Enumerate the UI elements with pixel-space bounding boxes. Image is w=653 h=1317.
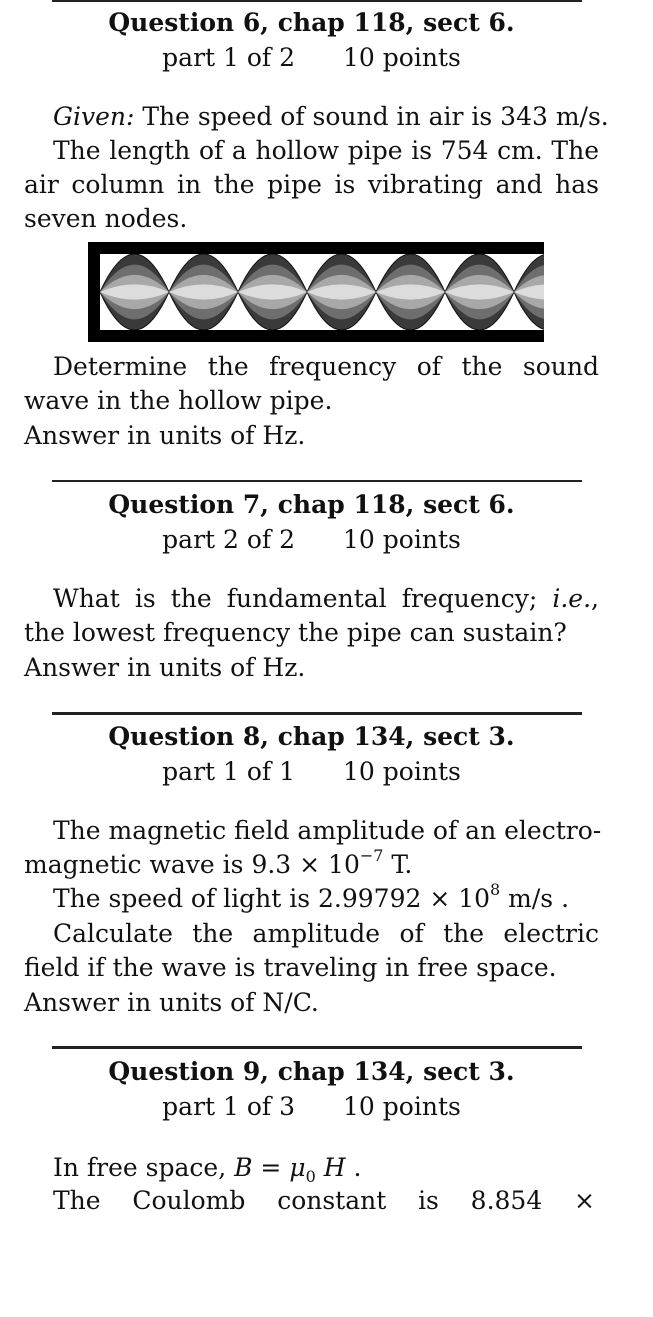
q6-points: 10 points bbox=[343, 43, 461, 72]
q9-points: 10 points bbox=[343, 1092, 461, 1121]
top-rule bbox=[52, 0, 582, 2]
q8-part: part 1 of 1 bbox=[162, 757, 296, 786]
q6-given-label: Given: bbox=[53, 102, 135, 131]
q6-title: Question 6, chap 118, sect 6. bbox=[108, 8, 515, 37]
q8-line1: The magnetic field amplitude of an electro- bbox=[53, 816, 602, 845]
q8-prompt: Calculate the amplitude of the electric field if the wave is traveling in free space. bbox=[24, 919, 599, 982]
q8-title: Question 8, chap 134, sect 3. bbox=[108, 722, 515, 751]
q6-given-line bbox=[53, 100, 609, 134]
q9-symbol-h: H bbox=[315, 1153, 346, 1182]
q7-prompt-ie: i.e. bbox=[552, 584, 592, 613]
q8-part-line bbox=[0, 757, 623, 787]
q9-word: is bbox=[418, 1186, 439, 1215]
q9-word: Coulomb bbox=[132, 1186, 246, 1215]
q9-period: . bbox=[345, 1153, 362, 1182]
q9-word: The bbox=[53, 1186, 101, 1215]
q7-prompt-b: , the lowest frequency the pipe can sustain? bbox=[24, 584, 599, 647]
q7-points: 10 points bbox=[343, 525, 461, 554]
q7-title: Question 7, chap 118, sect 6. bbox=[108, 490, 515, 519]
q8-light-exponent: 8 bbox=[490, 879, 501, 899]
q9-part-line bbox=[0, 1092, 623, 1122]
q9-part: part 1 of 3 bbox=[162, 1092, 296, 1121]
q6-part: part 1 of 2 bbox=[162, 43, 296, 72]
q7-part-line bbox=[0, 525, 623, 555]
q9-mu-subscript: 0 bbox=[305, 1167, 316, 1186]
q7-part: part 2 of 2 bbox=[162, 525, 296, 554]
q7-rule bbox=[52, 480, 582, 482]
q6-part-line bbox=[0, 43, 623, 73]
q9-rule bbox=[52, 1046, 582, 1049]
q8-light-unit: m/s . bbox=[500, 884, 570, 913]
q8-answer-units: Answer in units of N/C. bbox=[24, 988, 319, 1017]
pipe-standing-wave-figure bbox=[88, 242, 544, 342]
q9-line2 bbox=[53, 1184, 595, 1218]
q8-rule bbox=[52, 712, 582, 715]
q8-line3 bbox=[53, 879, 570, 916]
q9-equals: = bbox=[252, 1153, 290, 1182]
pipe-top-wall bbox=[88, 242, 544, 254]
q9-word: constant bbox=[277, 1186, 387, 1215]
q9-title: Question 9, chap 134, sect 3. bbox=[108, 1057, 515, 1086]
q9-symbol-mu: μ bbox=[289, 1153, 306, 1182]
q9-word: × bbox=[574, 1186, 595, 1215]
q9-word: 8.854 bbox=[470, 1186, 543, 1215]
q6-prompt: Determine the frequency of the sound wave in the hollow pipe. bbox=[24, 352, 599, 415]
q6-answer-units: Answer in units of Hz. bbox=[24, 421, 306, 450]
q9-line1-text: In free space, bbox=[53, 1153, 235, 1182]
q7-answer-units: Answer in units of Hz. bbox=[24, 653, 306, 682]
pipe-bottom-wall bbox=[88, 330, 544, 342]
q7-prompt bbox=[24, 582, 599, 650]
q8-field-value: magnetic wave is 9.3 × 10 bbox=[24, 850, 360, 879]
q7-prompt-a: What is the fundamental frequency; bbox=[53, 584, 538, 613]
q8-light-speed: The speed of light is 2.99792 × 10 bbox=[53, 884, 491, 913]
q8-field-exponent: −7 bbox=[359, 845, 384, 865]
q8-points: 10 points bbox=[343, 757, 461, 786]
pipe-closed-end bbox=[88, 242, 100, 342]
q8-line2 bbox=[24, 845, 413, 882]
q6-pipe-description: The length of a hollow pipe is 754 cm. The air column in the pipe is vibrating and has seven nodes. bbox=[24, 136, 599, 233]
q6-given-text: The speed of sound in air is 343 m/s. bbox=[142, 102, 609, 131]
q9-symbol-b: B bbox=[234, 1153, 253, 1182]
q8-field-unit: T. bbox=[383, 850, 413, 879]
